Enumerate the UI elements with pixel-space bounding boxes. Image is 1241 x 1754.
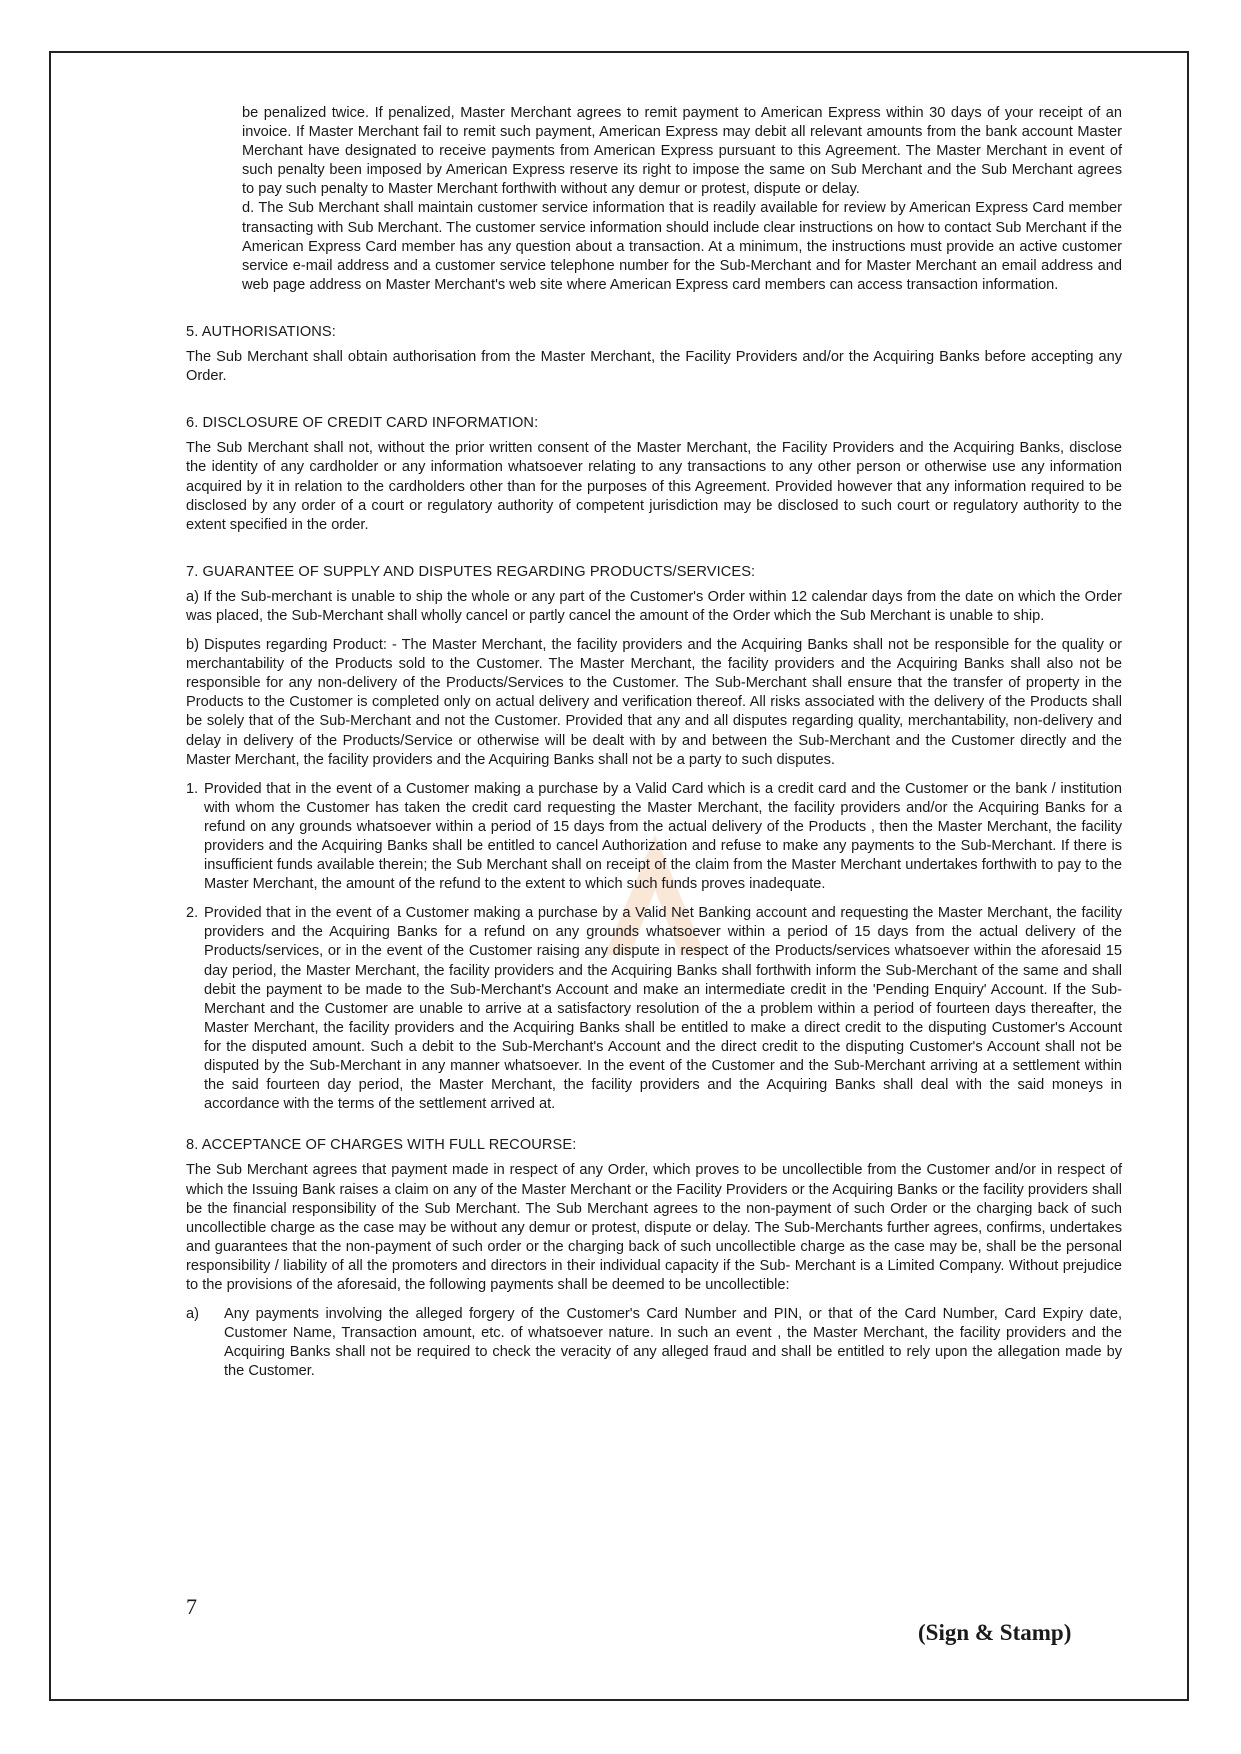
clause-c-continuation: be penalized twice. If penalized, Master Merchant agrees to remit payment to American Express within 30 days of your receipt of an invoice. If Master Merchant fail to remit such payment, American Express may debit all relevant amounts from the bank account Master Merchant have designated to receive payments from American Express pursuant to this Agreement. The Master Merchant in event of such penalty been imposed by American Express reserve its right to impose the same on Sub Merchant and the Sub Merchant agrees to pay such penalty to Master Merchant forthwith without any demur or protest, dispute or delay. bbox=[242, 105, 1122, 198]
section-6-heading: 6. DISCLOSURE OF CREDIT CARD INFORMATION: bbox=[186, 415, 539, 432]
section-7-item-1 bbox=[186, 780, 1122, 895]
section-6-body: The Sub Merchant shall not, without the prior written consent of the Master Merchant, the Facility Providers and the Acquiring Banks, disclose the identity of any cardholder or any information whatsoever relating to any transactions to any other person or otherwise use any information acquired by it in relation to the cardholders other than for the purposes of this Agreement. Provided however that any information required to be disclosed by any order of a court or regulatory authority of competent jurisdiction may be disclosed to such court or regulatory authority to the extent specified in the order. bbox=[186, 440, 1122, 533]
item-text: Provided that in the event of a Customer making a purchase by a Valid Card which is a credit card and the Customer or the bank / institution with whom the Customer has taken the credit card requesting the Master Merchant, the facility providers and/or the Acquiring Banks for a refund on any grounds whatsoever within a period of 15 days from the actual delivery of the Products , then the Master Merchant, the facility providers and the Acquiring Banks shall be entitled to cancel Authorization and refuse to make any payments to the Sub-Merchant. If there is insufficient funds available therein; the Sub Merchant shall on receipt of the claim from the Master Merchant undertakes forthwith to pay to the Master Merchant, the amount of the refund to the extent to which such funds proves inadequate. bbox=[204, 780, 1122, 893]
continued-clause bbox=[242, 104, 1122, 295]
section-7-para-a: a) If the Sub-merchant is unable to ship the whole or any part of the Customer's Order within 12 calendar days from the date on which the Order was placed, the Sub-Merchant shall wholly cancel or partly cancel the amount of the Order which the Sub Merchant is unable to ship. bbox=[186, 588, 1122, 624]
section-8-body: The Sub Merchant agrees that payment made in respect of any Order, which proves to be uncollectible from the Customer and/or in respect of which the Issuing Bank raises a claim on any of the Master Merchant or the Facility Providers or the Acquiring Banks or the facility providers shall be the financial responsibility of the Sub Merchant. The Sub Merchant agrees to the non-payment of such Order or the charging back of such uncollectible charge as the case may be without any demur or protest, dispute or delay. The Sub-Merchants further agrees, confirms, undertakes and guarantees that the non-payment of such order or the charging back of such uncollectible charge as the case may be, shall be the personal responsibility / liability of all the promoters and directors in their individual capacity if the Sub- Merchant is a Limited Company. Without prejudice to the provisions of the aforesaid, the following payments shall be deemed to be uncollectible: bbox=[186, 1162, 1122, 1293]
section-7-item-2 bbox=[186, 904, 1122, 1114]
section-5-body: The Sub Merchant shall obtain authorisation from the Master Merchant, the Facility Providers and/or the Acquiring Banks before accepting any Order. bbox=[186, 349, 1122, 385]
item-letter: a) bbox=[186, 1306, 199, 1323]
item-text: Provided that in the event of a Customer making a purchase by a Valid Net Banking account and requesting the Master Merchant, the facility providers and the Acquiring Banks for a refund on any grounds whatsoever within a period of 15 days from the actual delivery of the Products/services, or in the event of the Customer raising any dispute in respect of the Products/services whatsoever within the aforesaid 15 day period, the Master Merchant, the facility providers and the Acquiring Banks shall forthwith inform the Sub-Merchant of the same and shall debit the payment to be made to the Sub-Merchant's Account and make an intermediate credit in the 'Pending Enquiry' Account. If the Sub-Merchant and the Customer are unable to arrive at a satisfactory resolution of the a problem within a period of fourteen days thereafter, the Master Merchant, the facility providers and the Acquiring Banks shall be entitled to make a direct credit to the disputing Customer's Account for the disputed amount. Such a debit to the Sub-Merchant's Account and the direct credit to the disputing Customer's Account shall not be disputed by the Sub-Merchant in any manner whatsoever. In the event of the Customer and the Sub-Merchant arriving at a settlement within the said fourteen day period, the Master Merchant, the facility providers and the Acquiring Banks shall deal with the said moneys in accordance with the terms of the settlement arrived at. bbox=[204, 905, 1122, 1113]
section-7-heading: 7. GUARANTEE OF SUPPLY AND DISPUTES REGARDING PRODUCTS/SERVICES: bbox=[186, 563, 756, 580]
item-text: Any payments involving the alleged forgery of the Customer's Card Number and PIN, or that of the Card Number, Card Expiry date, Customer Name, Transaction amount, etc. of whatsoever nature. In such an event , the Master Merchant, the facility providers and the Acquiring Banks shall not be required to check the veracity of any alleged fraud and shall be entitled to rely upon the allegation made by the Customer. bbox=[224, 1306, 1122, 1380]
item-number: 2. bbox=[186, 905, 199, 922]
sign-stamp-label: (Sign & Stamp) bbox=[918, 1620, 1072, 1645]
section-8-item-a bbox=[186, 1305, 1122, 1381]
item-number: 1. bbox=[186, 780, 199, 797]
section-5-heading: 5. AUTHORISATIONS: bbox=[186, 323, 336, 340]
document-body bbox=[186, 104, 1122, 1381]
page-number: 7 bbox=[186, 1594, 197, 1619]
section-8-heading: 8. ACCEPTANCE OF CHARGES WITH FULL RECOURSE: bbox=[186, 1137, 577, 1154]
section-7-para-b: b) Disputes regarding Product: - The Master Merchant, the facility providers and the Acquiring Banks shall not be responsible for the quality or merchantability of the Products sold to the Customer. The Master Merchant, the facility providers and the Acquiring Banks shall also not be responsible for any non-delivery of the Products/Services to the Customer. The Sub-Merchant shall ensure that the transfer of property in the Products to the Customer is completed only on actual delivery and verification thereof. All risks associated with the delivery of the Products shall be solely that of the Sub-Merchant and not the Customer. Provided that any and all disputes regarding quality, merchantability, non-delivery and delay in delivery of the Products/Service or otherwise will be dealt with by and between the Sub-Merchant and the Customer directly and the Master Merchant, the facility providers and the Acquiring Banks shall not be a party to such disputes. bbox=[186, 637, 1122, 768]
clause-d: d. The Sub Merchant shall maintain customer service information that is readily available for review by American Express Card member transacting with Sub Merchant. The customer service information should include clear instructions on how to contact Sub Merchant if the American Express Card member has any question about a transaction. At a minimum, the instructions must provide an active customer service e-mail address and a customer service telephone number for the Sub-Merchant and for Master Merchant an email address and web page address on Master Merchant's web site where American Express card members can access transaction information. bbox=[242, 200, 1122, 293]
